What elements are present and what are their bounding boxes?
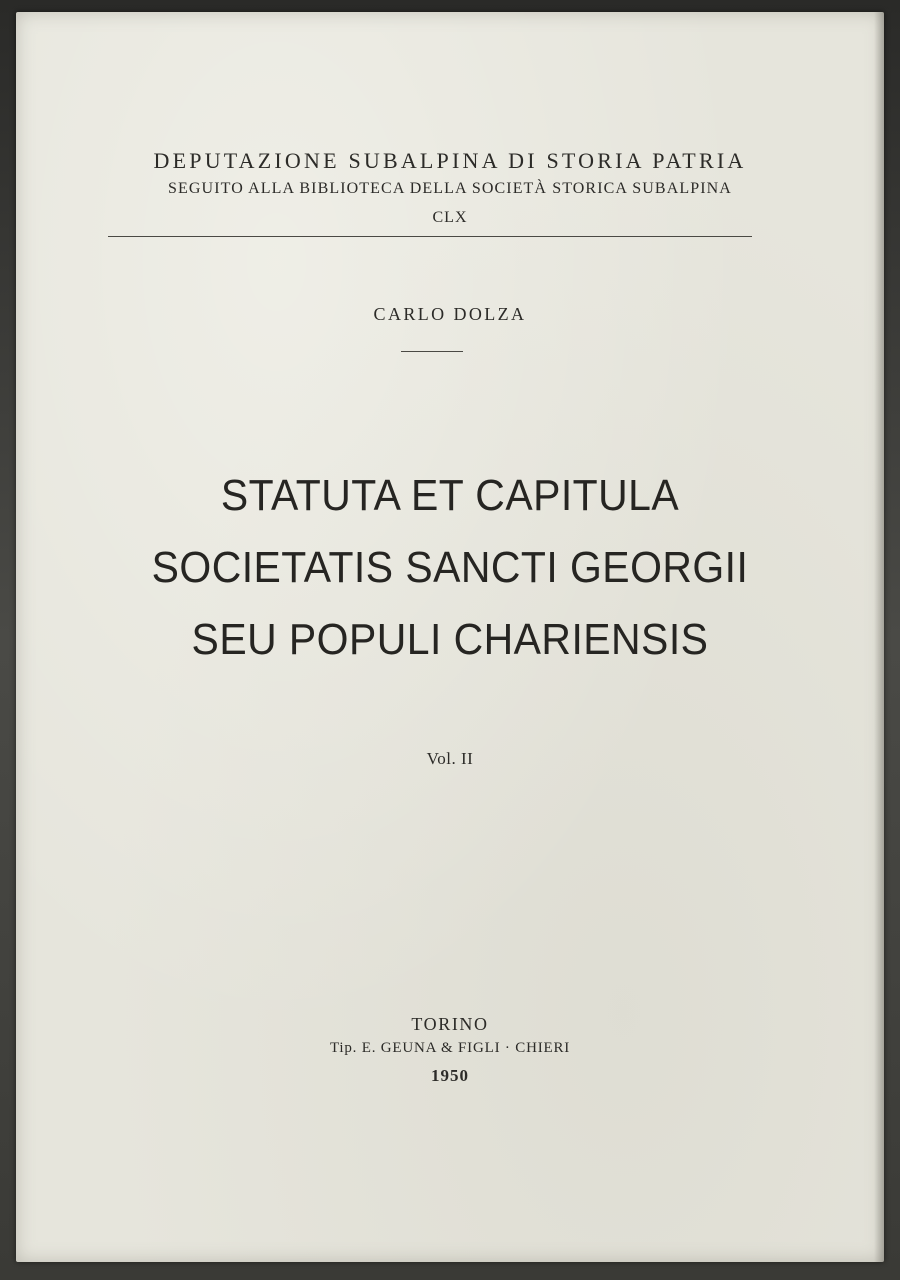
header-divider: [108, 236, 752, 237]
title-line-2: SOCIETATIS SANCTI GEORGII: [151, 543, 749, 592]
book-cover: [16, 12, 884, 1262]
title-line-3: SEU POPULI CHARIENSIS: [191, 615, 709, 664]
series-subtitle: SEGUITO ALLA BIBLIOTECA DELLA SOCIETÀ STORICA SUBALPINA: [168, 180, 732, 197]
author-name: CARLO DOLZA: [373, 304, 527, 324]
author-divider: [401, 351, 463, 352]
title-line-1: STATUTA ET CAPITULA: [220, 471, 680, 520]
printer-name: Tip. E. GEUNA & FIGLI · CHIERI: [329, 1040, 571, 1056]
publication-year: 1950: [431, 1066, 469, 1085]
series-number: CLX: [432, 209, 468, 226]
book-title: [46, 460, 853, 676]
publication-city: TORINO: [411, 1014, 489, 1034]
volume-label: Vol. II: [426, 749, 474, 768]
series-title: DEPUTAZIONE SUBALPINA DI STORIA PATRIA: [153, 148, 747, 173]
